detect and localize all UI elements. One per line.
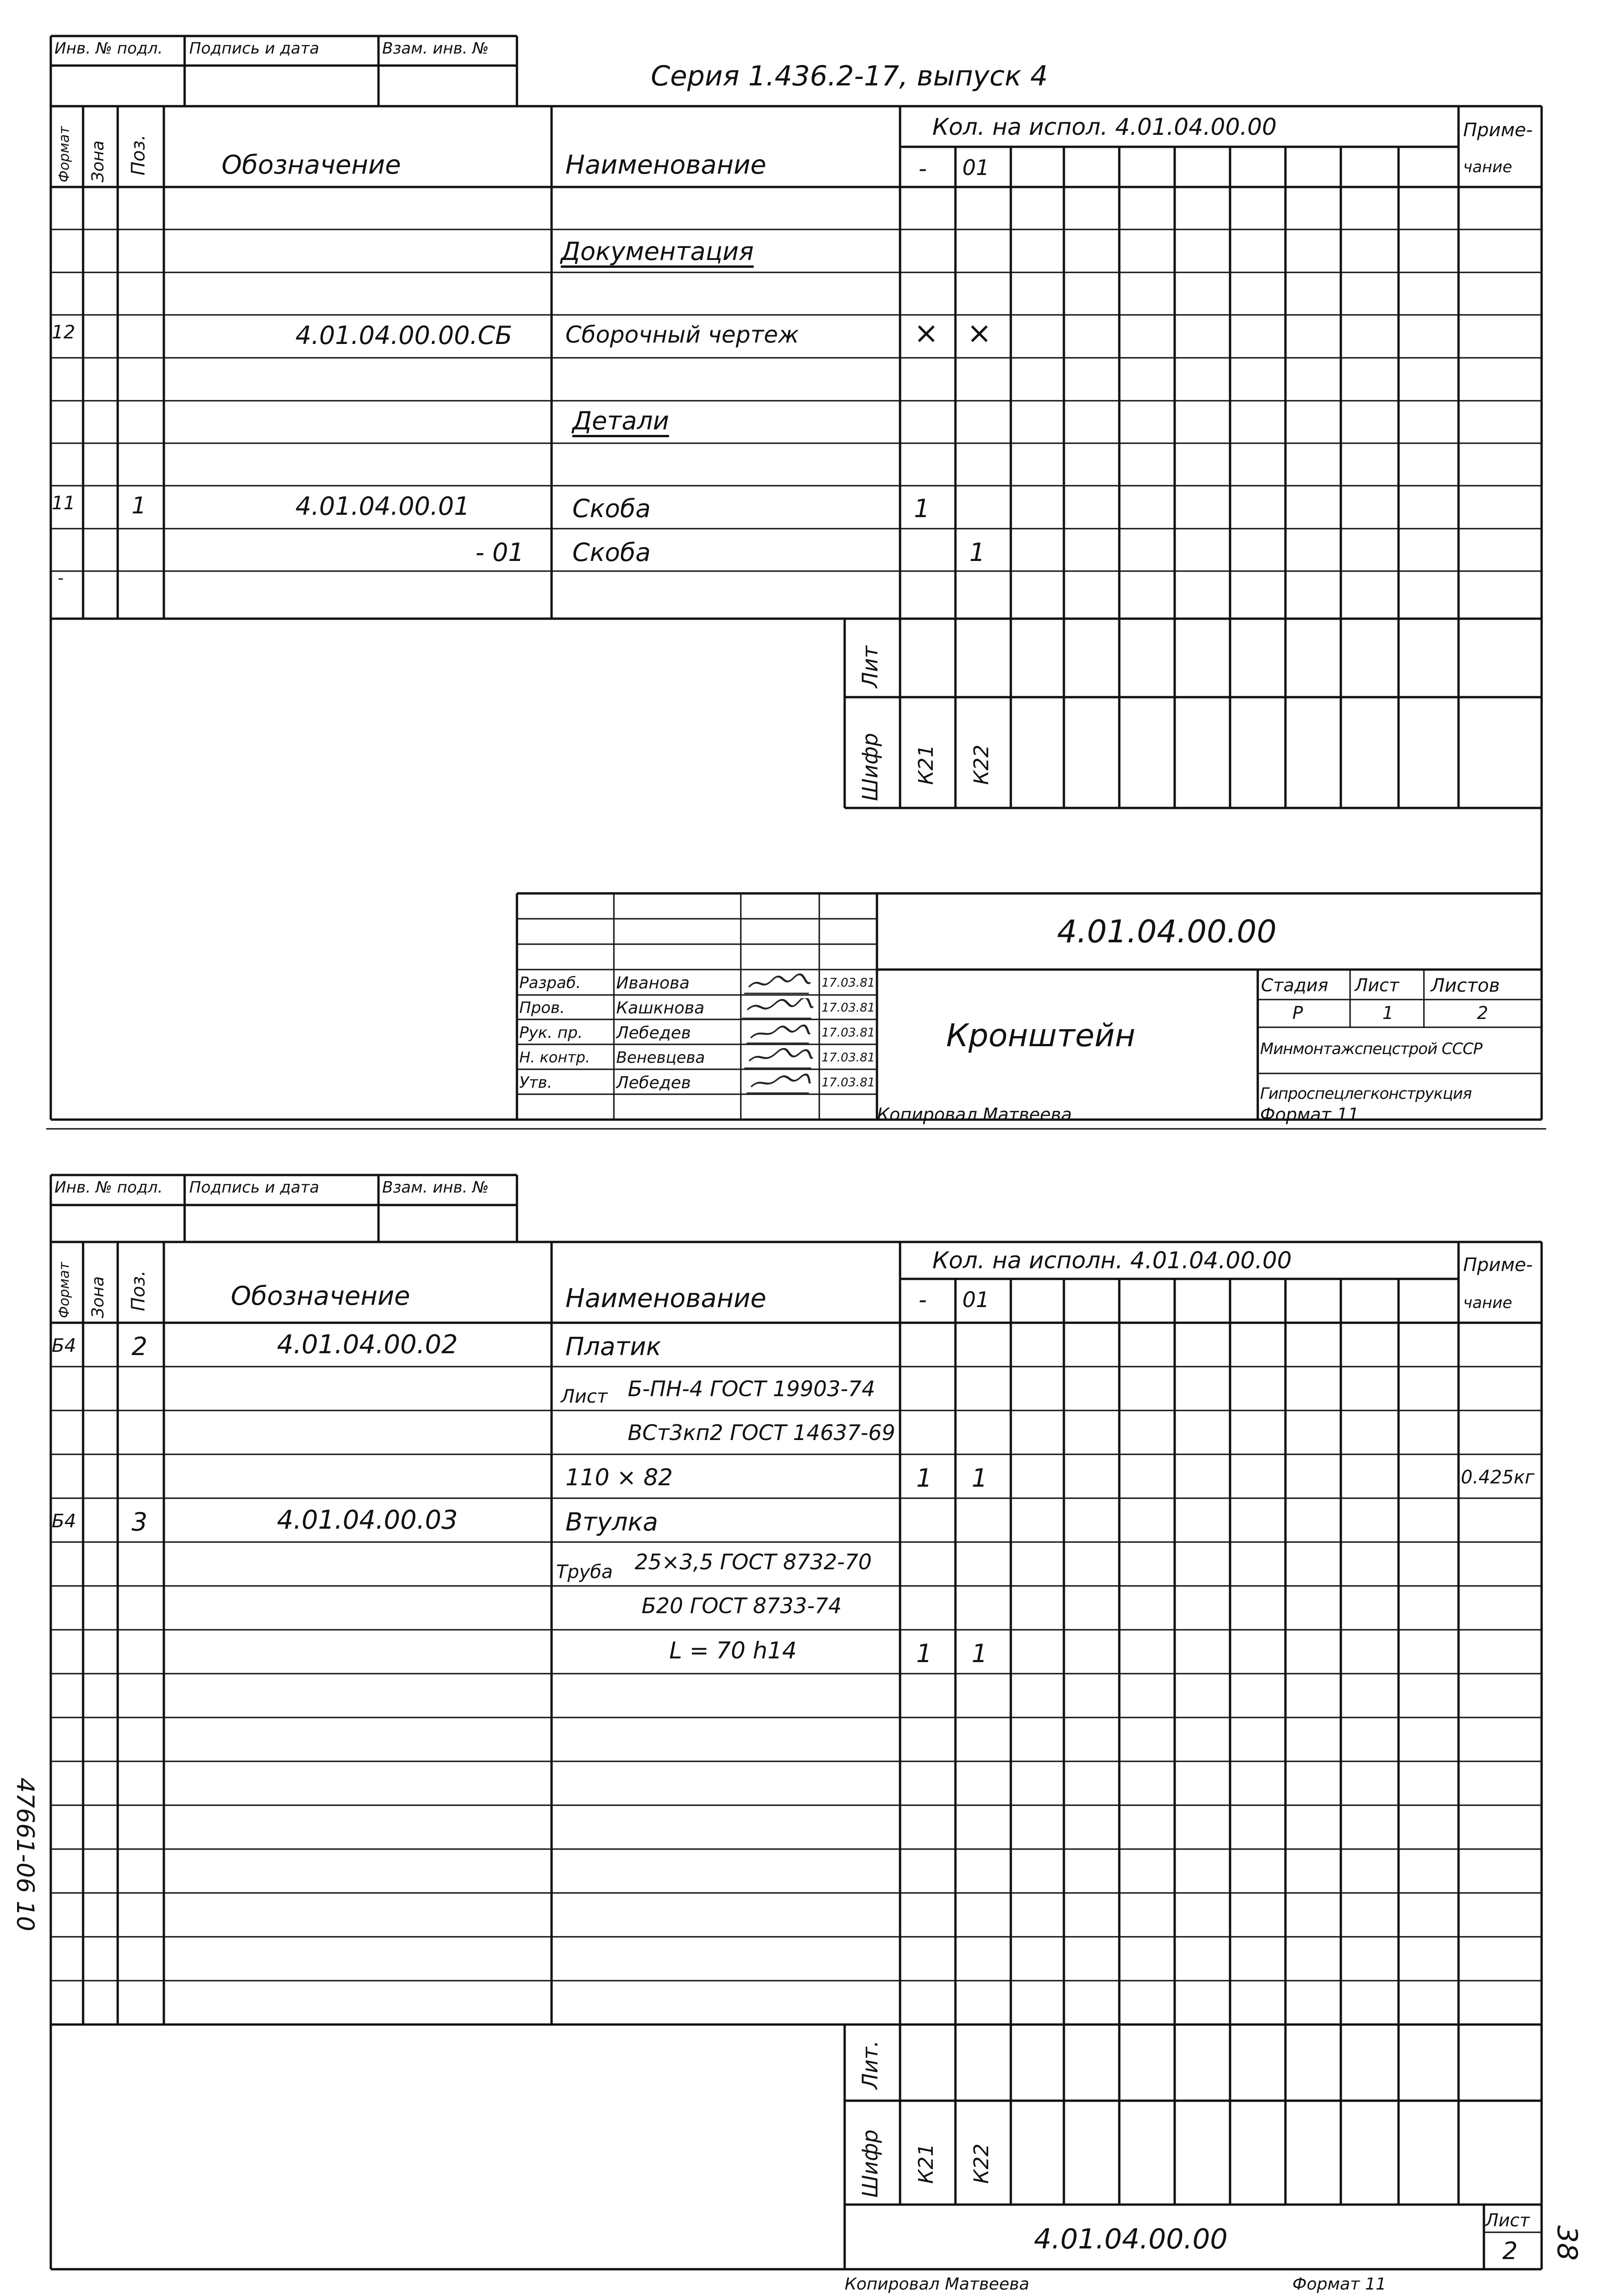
- header2-format: Формат: [56, 1262, 72, 1318]
- section-details: Детали: [572, 406, 669, 435]
- row-11-format: 11: [52, 493, 75, 514]
- row-b-format: Б4: [52, 1511, 76, 1532]
- row-11-naim: Скоба: [572, 494, 651, 523]
- stamp2-inv-podl: Инв. № подл.: [54, 1178, 163, 1197]
- row-a-line2: ВСт3кп2 ГОСТ 14637-69: [628, 1420, 895, 1445]
- page-number: 38: [1551, 2225, 1583, 2261]
- header-oboznachenie: Обозначение: [222, 150, 401, 180]
- signature-2: [746, 1023, 816, 1044]
- title-name: Кронштейн: [946, 1018, 1135, 1054]
- lit2-label: Лит.: [858, 2040, 883, 2089]
- header2-prim2: чание: [1463, 1294, 1513, 1312]
- role-nkontr: Н. контр.: [519, 1049, 590, 1066]
- stamp-vzam: Взам. инв. №: [382, 39, 489, 58]
- side-archive-number: 47661-06 10: [11, 1778, 39, 1932]
- list2-number: 2: [1502, 2237, 1518, 2265]
- org-2: Гипроспецлегконструкция: [1260, 1085, 1472, 1103]
- row-a-naim: Платик: [565, 1332, 661, 1361]
- stadia-label: Стадия: [1261, 975, 1328, 995]
- row-12-format: 12: [52, 322, 75, 343]
- list-label: Лист: [1355, 975, 1399, 995]
- row-b-line1a: Труба: [556, 1561, 613, 1583]
- name-1: Кашкнова: [616, 999, 705, 1018]
- row-a-format: Б4: [52, 1335, 76, 1356]
- role-razrab: Разраб.: [519, 974, 581, 992]
- row-a-line1b: Б-ПН-4 ГОСТ 19903-74: [628, 1376, 875, 1401]
- listov-label: Листов: [1431, 975, 1500, 996]
- shifr-label: Шифр: [858, 733, 883, 801]
- row-b-kol1: 1: [916, 1639, 932, 1668]
- signature-1: [742, 998, 818, 1019]
- row-a-prim: 0.425кг: [1461, 1467, 1535, 1488]
- k21b-label: К21: [914, 2143, 938, 2184]
- row-a-kol1: 1: [916, 1464, 932, 1493]
- role-prov: Пров.: [519, 999, 565, 1017]
- row-01-oboz: - 01: [475, 538, 524, 567]
- row-a-oboz: 4.01.04.00.02: [277, 1330, 458, 1360]
- stamp2-vzam: Взам. инв. №: [382, 1178, 489, 1197]
- row-11-poz: 1: [132, 492, 146, 519]
- header-zona: Зона: [89, 140, 108, 182]
- stamp-podpis: Подпись и дата: [189, 39, 319, 58]
- row-b-poz: 3: [132, 1507, 148, 1537]
- date-4: 17.03.81: [822, 1076, 875, 1090]
- row-b-kol2: 1: [972, 1639, 988, 1668]
- footer1-format: Формат 11: [1260, 1104, 1359, 1125]
- row-a-line1a: Лист: [561, 1386, 608, 1407]
- k22-label: К22: [970, 744, 993, 785]
- header-prim1: Приме-: [1463, 120, 1533, 141]
- header2-oboznachenie: Обозначение: [231, 1281, 410, 1311]
- signature-4: [746, 1073, 816, 1094]
- k21-label: К21: [914, 744, 938, 785]
- k22b-label: К22: [970, 2143, 993, 2184]
- lit-label: Лит: [858, 645, 883, 688]
- row-12-oboz: 4.01.04.00.00.СБ: [295, 321, 512, 350]
- stadia-value: Р: [1292, 1003, 1303, 1023]
- row-b-line1b: 25×3,5 ГОСТ 8732-70: [635, 1549, 872, 1574]
- row-11-oboz: 4.01.04.00.01: [295, 492, 470, 521]
- name-2: Лебедев: [616, 1024, 691, 1043]
- header-prim2: чание: [1463, 158, 1513, 176]
- date-1: 17.03.81: [822, 1001, 875, 1015]
- org-1: Минмонтажспецстрой СССР: [1260, 1040, 1483, 1058]
- header2-prim1: Приме-: [1463, 1254, 1533, 1276]
- date-0: 17.03.81: [822, 976, 875, 990]
- stamp2-podpis: Подпись и дата: [189, 1178, 319, 1197]
- row-b-oboz: 4.01.04.00.03: [277, 1505, 458, 1535]
- header-01: 01: [962, 155, 990, 180]
- footer1-copied: Копировал Матвеева: [877, 1104, 1072, 1125]
- header2-dash: -: [919, 1286, 927, 1313]
- header-kol: Кол. на испол. 4.01.04.00.00: [932, 114, 1277, 140]
- section-documentation: Документация: [561, 237, 754, 266]
- row-dash: -: [58, 569, 64, 588]
- row-11-kol: 1: [914, 494, 930, 523]
- header2-01: 01: [962, 1287, 990, 1312]
- list2-label: Лист: [1485, 2210, 1530, 2230]
- footer2-copied: Копировал Матвеева: [845, 2275, 1030, 2294]
- name-4: Лебедев: [616, 1073, 691, 1092]
- header2-kol: Кол. на исполн. 4.01.04.00.00: [932, 1247, 1292, 1274]
- row-a-line3: 110 × 82: [565, 1464, 673, 1491]
- row-12-x2: ×: [967, 316, 992, 350]
- shifr2-label: Шифр: [858, 2129, 883, 2198]
- row-01-kol: 1: [969, 538, 985, 567]
- header-naimenovanie: Наименование: [565, 150, 767, 180]
- list-value: 1: [1382, 1003, 1394, 1023]
- row-a-kol2: 1: [972, 1464, 988, 1493]
- row-12-x1: ×: [914, 316, 939, 350]
- name-3: Веневцева: [616, 1049, 705, 1067]
- header2-zona: Зона: [89, 1276, 108, 1318]
- row-a-poz: 2: [132, 1332, 148, 1361]
- row-b-line3: L = 70 h14: [669, 1637, 797, 1664]
- header-dash: -: [919, 155, 927, 182]
- row-01-naim: Скоба: [572, 538, 651, 567]
- row-b-naim: Втулка: [565, 1507, 658, 1537]
- doc2-number: 4.01.04.00.00: [1034, 2223, 1228, 2255]
- series-title: Серия 1.436.2-17, выпуск 4: [651, 60, 1048, 92]
- signature-0: [744, 973, 816, 994]
- title-doc-number: 4.01.04.00.00: [1057, 914, 1277, 950]
- header2-naimenovanie: Наименование: [565, 1284, 767, 1314]
- date-2: 17.03.81: [822, 1026, 875, 1040]
- stamp-inv-podl: Инв. № подл.: [54, 39, 163, 58]
- header2-poz: Поз.: [128, 1270, 149, 1311]
- header-poz: Поз.: [128, 134, 149, 175]
- date-3: 17.03.81: [822, 1051, 875, 1065]
- role-ruk: Рук. пр.: [519, 1024, 583, 1042]
- role-utv: Утв.: [519, 1073, 552, 1092]
- header-format: Формат: [56, 126, 72, 182]
- footer2-format: Формат 11: [1292, 2275, 1387, 2294]
- name-0: Иванова: [616, 974, 690, 993]
- row-b-line2: Б20 ГОСТ 8733-74: [642, 1593, 842, 1618]
- signature-3: [744, 1048, 818, 1069]
- row-12-naim: Сборочный чертеж: [565, 321, 799, 348]
- listov-value: 2: [1477, 1003, 1489, 1023]
